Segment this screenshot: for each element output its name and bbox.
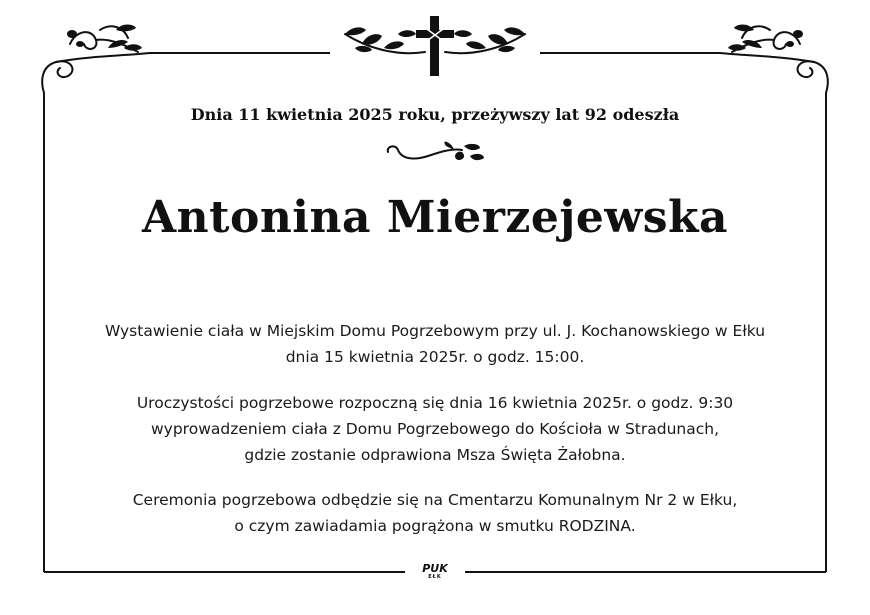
- ceremony-paragraph: [40, 390, 830, 468]
- burial-paragraph: [40, 487, 830, 539]
- floral-scroll-icon: [42, 26, 150, 93]
- death-date-headline: Dnia 11 kwietnia 2025 roku, przeżywszy lat 92 odeszła: [190, 105, 680, 124]
- logo-sub-text: EŁK: [428, 574, 442, 580]
- puk-logo: [410, 563, 460, 580]
- paragraph-line: gdzie zostanie odprawiona Msza Święta Żałobna.: [244, 446, 626, 464]
- floral-scroll-icon: [720, 26, 828, 93]
- paragraph-line: Uroczystości pogrzebowe rozpoczną się dnia 16 kwietnia 2025r. o godz. 9:30: [136, 394, 734, 412]
- viewing-paragraph: [40, 318, 830, 370]
- paragraph-line: Ceremonia pogrzebowa odbędzie się na Cmentarzu Komunalnym Nr 2 w Ełku,: [132, 491, 738, 509]
- leaf-swirl-icon: [388, 142, 484, 161]
- cross-with-laurel-icon: [345, 16, 525, 76]
- paragraph-line: Wystawienie ciała w Miejskim Domu Pogrzebowym przy ul. J. Kochanowskiego w Ełku: [104, 322, 766, 340]
- logo-main-text: PUK: [422, 562, 448, 575]
- deceased-name: Antonina Mierzejewska: [142, 192, 728, 243]
- paragraph-line: dnia 15 kwietnia 2025r. o godz. 15:00.: [285, 348, 585, 366]
- paragraph-line: o czym zawiadamia pogrążona w smutku RODZINA.: [234, 517, 636, 535]
- paragraph-line: wyprowadzeniem ciała z Domu Pogrzebowego do Kościoła w Stradunach,: [150, 420, 719, 438]
